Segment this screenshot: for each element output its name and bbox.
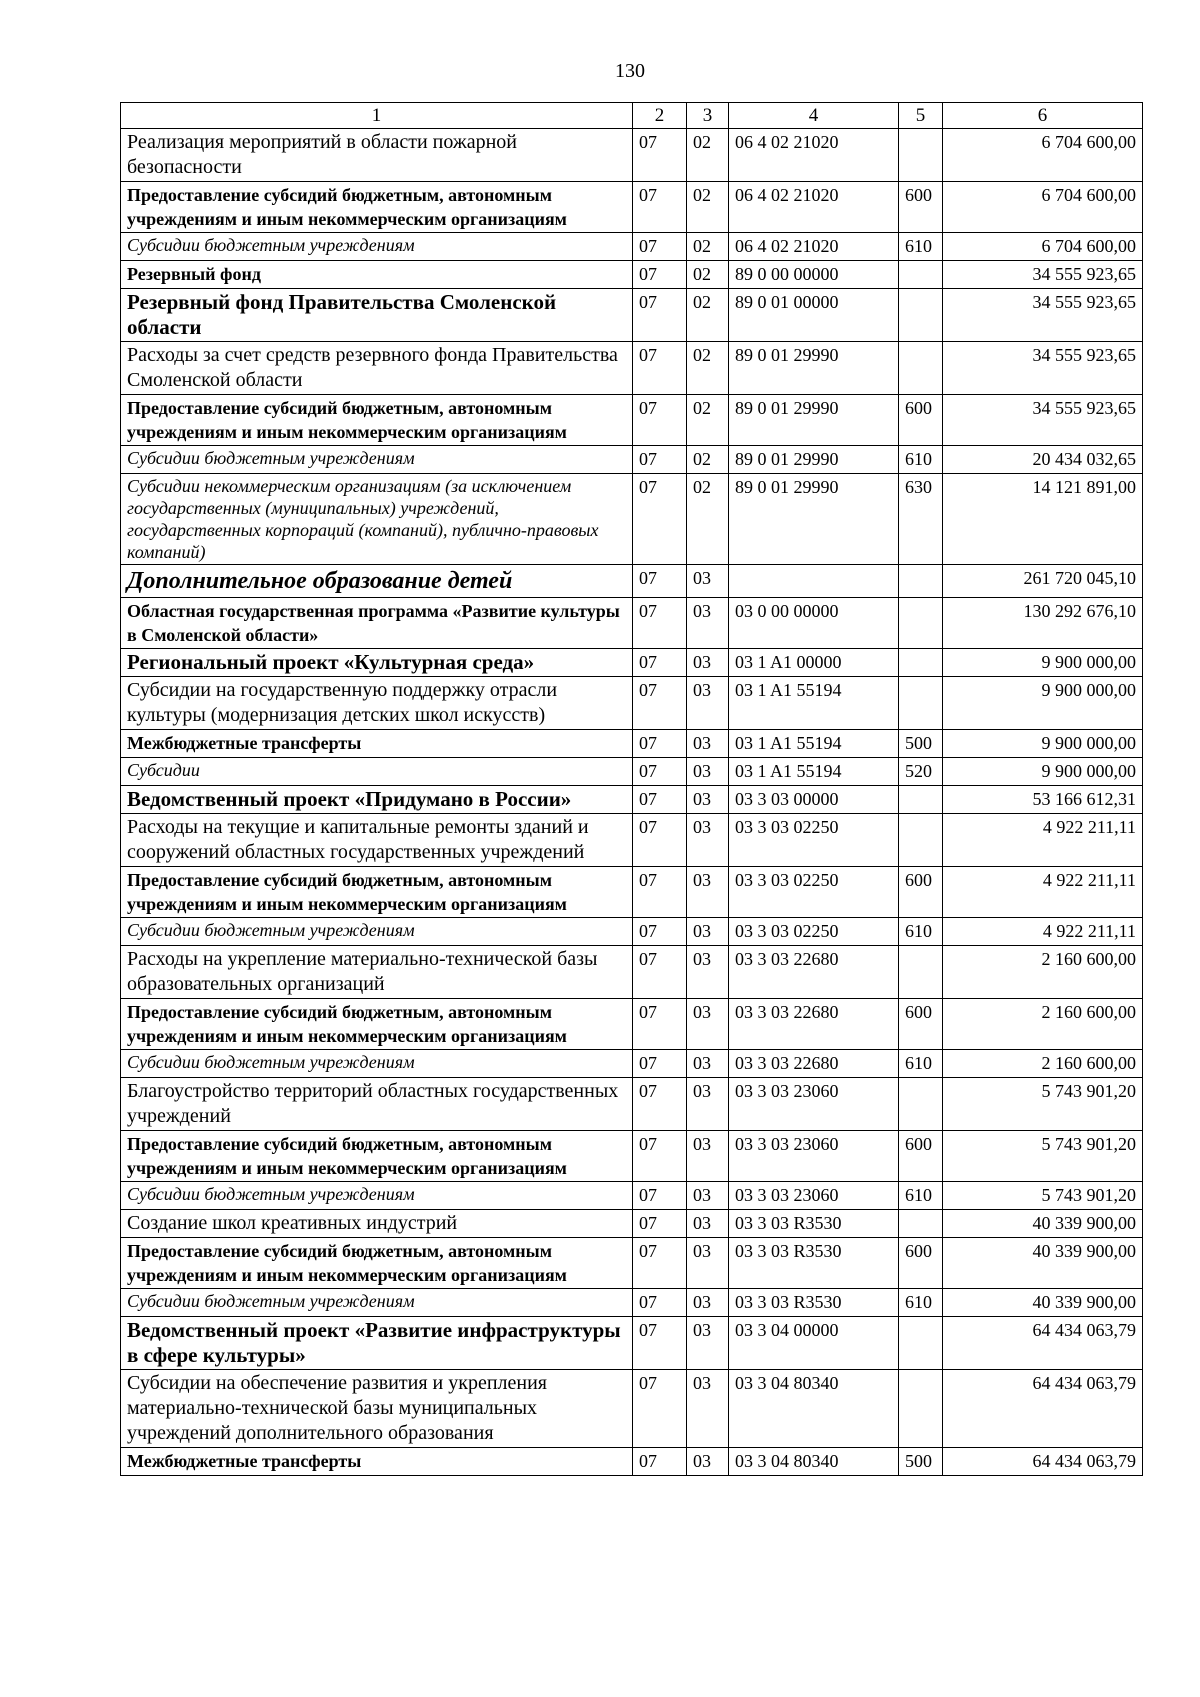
subsection-code: 03 (687, 730, 729, 758)
subsection-code: 03 (687, 598, 729, 649)
row-name: Создание школ креативных индустрий (121, 1210, 633, 1238)
section-code: 07 (633, 946, 687, 999)
target-article-code: 03 3 03 02250 (729, 918, 899, 946)
row-name: Предоставление субсидий бюджетным, автономным учреждениям и иным некоммерческим организациям (121, 999, 633, 1050)
section-code: 07 (633, 565, 687, 598)
table-row (121, 946, 1143, 999)
target-article-code: 03 1 A1 00000 (729, 649, 899, 677)
table-row (121, 261, 1143, 289)
column-header: 6 (943, 103, 1143, 129)
target-article-code: 06 4 02 21020 (729, 182, 899, 233)
column-header: 5 (899, 103, 943, 129)
amount: 6 704 600,00 (943, 233, 1143, 261)
amount: 9 900 000,00 (943, 758, 1143, 786)
target-article-code: 03 3 04 80340 (729, 1448, 899, 1476)
table-row (121, 1182, 1143, 1210)
amount: 261 720 045,10 (943, 565, 1143, 598)
target-article-code: 89 0 01 00000 (729, 289, 899, 342)
expense-type-code (899, 129, 943, 182)
section-code: 07 (633, 1448, 687, 1476)
table-row (121, 474, 1143, 565)
subsection-code: 02 (687, 261, 729, 289)
section-code: 07 (633, 182, 687, 233)
subsection-code: 03 (687, 1370, 729, 1448)
subsection-code: 02 (687, 395, 729, 446)
section-code: 07 (633, 758, 687, 786)
section-code: 07 (633, 999, 687, 1050)
header-row (121, 103, 1143, 129)
expense-type-code (899, 649, 943, 677)
table-row (121, 677, 1143, 730)
table-row (121, 1317, 1143, 1370)
expense-type-code: 600 (899, 1131, 943, 1182)
expense-type-code: 610 (899, 918, 943, 946)
target-article-code: 03 3 03 R3530 (729, 1289, 899, 1317)
row-name: Субсидии бюджетным учреждениям (121, 918, 633, 946)
target-article-code: 06 4 02 21020 (729, 233, 899, 261)
subsection-code: 03 (687, 1448, 729, 1476)
section-code: 07 (633, 395, 687, 446)
target-article-code: 89 0 01 29990 (729, 474, 899, 565)
expense-type-code (899, 261, 943, 289)
target-article-code: 03 3 04 00000 (729, 1317, 899, 1370)
expense-type-code (899, 598, 943, 649)
table-row (121, 1238, 1143, 1289)
section-code: 07 (633, 1238, 687, 1289)
target-article-code: 03 3 03 R3530 (729, 1210, 899, 1238)
expense-type-code: 610 (899, 1182, 943, 1210)
table-body (121, 129, 1143, 1476)
amount: 34 555 923,65 (943, 289, 1143, 342)
expense-type-code: 600 (899, 867, 943, 918)
expense-type-code: 610 (899, 446, 943, 474)
row-name: Предоставление субсидий бюджетным, автономным учреждениям и иным некоммерческим организациям (121, 182, 633, 233)
row-name: Субсидии бюджетным учреждениям (121, 446, 633, 474)
expense-type-code: 600 (899, 999, 943, 1050)
row-name: Субсидии на государственную поддержку отрасли культуры (модернизация детских школ искусств) (121, 677, 633, 730)
target-article-code: 89 0 01 29990 (729, 395, 899, 446)
subsection-code: 02 (687, 474, 729, 565)
subsection-code: 02 (687, 182, 729, 233)
section-code: 07 (633, 1317, 687, 1370)
section-code: 07 (633, 918, 687, 946)
expense-type-code (899, 814, 943, 867)
target-article-code: 03 3 04 80340 (729, 1370, 899, 1448)
section-code: 07 (633, 598, 687, 649)
row-name: Субсидии на обеспечение развития и укрепления материально-технической базы муниципальных учреждений дополнительного образования (121, 1370, 633, 1448)
row-name: Ведомственный проект «Придумано в России» (121, 786, 633, 814)
target-article-code: 03 3 03 23060 (729, 1078, 899, 1131)
expense-type-code (899, 946, 943, 999)
amount: 64 434 063,79 (943, 1317, 1143, 1370)
subsection-code: 03 (687, 649, 729, 677)
amount: 4 922 211,11 (943, 918, 1143, 946)
subsection-code: 03 (687, 1131, 729, 1182)
table-row (121, 233, 1143, 261)
subsection-code: 03 (687, 1078, 729, 1131)
subsection-code: 02 (687, 289, 729, 342)
section-code: 07 (633, 1289, 687, 1317)
subsection-code: 03 (687, 758, 729, 786)
subsection-code: 03 (687, 1317, 729, 1370)
section-code: 07 (633, 129, 687, 182)
row-name: Областная государственная программа «Развитие культуры в Смоленской области» (121, 598, 633, 649)
table-row (121, 129, 1143, 182)
section-code: 07 (633, 261, 687, 289)
subsection-code: 03 (687, 1238, 729, 1289)
table-row (121, 999, 1143, 1050)
table-row (121, 182, 1143, 233)
row-name: Резервный фонд Правительства Смоленской области (121, 289, 633, 342)
table-row (121, 342, 1143, 395)
table-row (121, 758, 1143, 786)
section-code: 07 (633, 1078, 687, 1131)
section-code: 07 (633, 786, 687, 814)
subsection-code: 02 (687, 129, 729, 182)
section-code: 07 (633, 1182, 687, 1210)
row-name: Расходы на текущие и капитальные ремонты зданий и сооружений областных государственных учреждений (121, 814, 633, 867)
subsection-code: 03 (687, 565, 729, 598)
column-header: 2 (633, 103, 687, 129)
row-name: Субсидии (121, 758, 633, 786)
table-row (121, 649, 1143, 677)
section-code: 07 (633, 1131, 687, 1182)
target-article-code: 03 3 03 02250 (729, 814, 899, 867)
subsection-code: 03 (687, 999, 729, 1050)
table-row (121, 1210, 1143, 1238)
table-row (121, 786, 1143, 814)
expense-type-code: 630 (899, 474, 943, 565)
target-article-code: 03 3 03 22680 (729, 999, 899, 1050)
amount: 6 704 600,00 (943, 129, 1143, 182)
row-name: Предоставление субсидий бюджетным, автономным учреждениям и иным некоммерческим организациям (121, 867, 633, 918)
subsection-code: 02 (687, 342, 729, 395)
row-name: Региональный проект «Культурная среда» (121, 649, 633, 677)
table-row (121, 1050, 1143, 1078)
table-row (121, 1289, 1143, 1317)
target-article-code: 89 0 01 29990 (729, 446, 899, 474)
row-name: Расходы на укрепление материально-технической базы образовательных организаций (121, 946, 633, 999)
target-article-code: 03 1 A1 55194 (729, 730, 899, 758)
expense-type-code (899, 1317, 943, 1370)
target-article-code: 03 3 03 R3530 (729, 1238, 899, 1289)
section-code: 07 (633, 289, 687, 342)
column-header: 1 (121, 103, 633, 129)
target-article-code: 03 1 A1 55194 (729, 677, 899, 730)
amount: 34 555 923,65 (943, 342, 1143, 395)
amount: 34 555 923,65 (943, 261, 1143, 289)
target-article-code: 03 3 03 23060 (729, 1182, 899, 1210)
amount: 9 900 000,00 (943, 649, 1143, 677)
budget-table (120, 102, 1143, 1476)
amount: 2 160 600,00 (943, 946, 1143, 999)
amount: 14 121 891,00 (943, 474, 1143, 565)
target-article-code: 89 0 00 00000 (729, 261, 899, 289)
column-header: 3 (687, 103, 729, 129)
expense-type-code (899, 786, 943, 814)
target-article-code: 03 3 03 02250 (729, 867, 899, 918)
table-row (121, 867, 1143, 918)
page-number: 130 (615, 60, 645, 82)
subsection-code: 03 (687, 1210, 729, 1238)
target-article-code: 03 1 A1 55194 (729, 758, 899, 786)
amount: 40 339 900,00 (943, 1238, 1143, 1289)
row-name: Межбюджетные трансферты (121, 1448, 633, 1476)
subsection-code: 03 (687, 677, 729, 730)
amount: 53 166 612,31 (943, 786, 1143, 814)
subsection-code: 03 (687, 946, 729, 999)
subsection-code: 02 (687, 446, 729, 474)
table-row (121, 289, 1143, 342)
section-code: 07 (633, 233, 687, 261)
table-row (121, 1448, 1143, 1476)
section-code: 07 (633, 446, 687, 474)
target-article-code: 03 3 03 00000 (729, 786, 899, 814)
section-code: 07 (633, 1210, 687, 1238)
expense-type-code (899, 289, 943, 342)
target-article-code: 89 0 01 29990 (729, 342, 899, 395)
amount: 4 922 211,11 (943, 814, 1143, 867)
amount: 130 292 676,10 (943, 598, 1143, 649)
amount: 5 743 901,20 (943, 1131, 1143, 1182)
column-header: 4 (729, 103, 899, 129)
section-code: 07 (633, 474, 687, 565)
target-article-code (729, 565, 899, 598)
amount: 64 434 063,79 (943, 1370, 1143, 1448)
table-row (121, 730, 1143, 758)
row-name: Субсидии бюджетным учреждениям (121, 1289, 633, 1317)
amount: 20 434 032,65 (943, 446, 1143, 474)
section-code: 07 (633, 677, 687, 730)
amount: 2 160 600,00 (943, 1050, 1143, 1078)
subsection-code: 03 (687, 786, 729, 814)
target-article-code: 03 0 00 00000 (729, 598, 899, 649)
expense-type-code (899, 1210, 943, 1238)
row-name: Субсидии некоммерческим организациям (за исключением государственных (муниципальных) учреждений, государственных корпораций (компаний), публично-правовых компаний) (121, 474, 633, 565)
amount: 9 900 000,00 (943, 677, 1143, 730)
expense-type-code: 500 (899, 730, 943, 758)
expense-type-code (899, 1370, 943, 1448)
table-row (121, 1131, 1143, 1182)
subsection-code: 03 (687, 814, 729, 867)
row-name: Субсидии бюджетным учреждениям (121, 233, 633, 261)
expense-type-code: 610 (899, 1289, 943, 1317)
amount: 5 743 901,20 (943, 1078, 1143, 1131)
row-name: Ведомственный проект «Развитие инфраструктуры в сфере культуры» (121, 1317, 633, 1370)
expense-type-code: 520 (899, 758, 943, 786)
row-name: Предоставление субсидий бюджетным, автономным учреждениям и иным некоммерческим организациям (121, 1238, 633, 1289)
amount: 64 434 063,79 (943, 1448, 1143, 1476)
expense-type-code: 600 (899, 395, 943, 446)
row-name: Расходы за счет средств резервного фонда Правительства Смоленской области (121, 342, 633, 395)
subsection-code: 03 (687, 867, 729, 918)
target-article-code: 06 4 02 21020 (729, 129, 899, 182)
expense-type-code: 500 (899, 1448, 943, 1476)
table-row (121, 1078, 1143, 1131)
amount: 5 743 901,20 (943, 1182, 1143, 1210)
section-code: 07 (633, 649, 687, 677)
table-row (121, 1370, 1143, 1448)
amount: 6 704 600,00 (943, 182, 1143, 233)
table-row (121, 446, 1143, 474)
section-code: 07 (633, 814, 687, 867)
section-code: 07 (633, 867, 687, 918)
amount: 40 339 900,00 (943, 1289, 1143, 1317)
amount: 9 900 000,00 (943, 730, 1143, 758)
row-name: Субсидии бюджетным учреждениям (121, 1050, 633, 1078)
row-name: Благоустройство территорий областных государственных учреждений (121, 1078, 633, 1131)
expense-type-code: 610 (899, 233, 943, 261)
row-name: Резервный фонд (121, 261, 633, 289)
expense-type-code: 600 (899, 1238, 943, 1289)
amount: 40 339 900,00 (943, 1210, 1143, 1238)
amount: 2 160 600,00 (943, 999, 1143, 1050)
expense-type-code (899, 1078, 943, 1131)
row-name: Межбюджетные трансферты (121, 730, 633, 758)
amount: 34 555 923,65 (943, 395, 1143, 446)
target-article-code: 03 3 03 22680 (729, 946, 899, 999)
row-name: Предоставление субсидий бюджетным, автономным учреждениям и иным некоммерческим организациям (121, 1131, 633, 1182)
row-name: Дополнительное образование детей (121, 565, 633, 598)
expense-type-code (899, 342, 943, 395)
expense-type-code (899, 565, 943, 598)
subsection-code: 03 (687, 1182, 729, 1210)
subsection-code: 03 (687, 1289, 729, 1317)
subsection-code: 03 (687, 918, 729, 946)
row-name: Предоставление субсидий бюджетным, автономным учреждениям и иным некоммерческим организациям (121, 395, 633, 446)
amount: 4 922 211,11 (943, 867, 1143, 918)
table-row (121, 395, 1143, 446)
subsection-code: 03 (687, 1050, 729, 1078)
row-name: Субсидии бюджетным учреждениям (121, 1182, 633, 1210)
table-row (121, 565, 1143, 598)
table-row (121, 814, 1143, 867)
row-name: Реализация мероприятий в области пожарной безопасности (121, 129, 633, 182)
section-code: 07 (633, 1370, 687, 1448)
target-article-code: 03 3 03 22680 (729, 1050, 899, 1078)
section-code: 07 (633, 1050, 687, 1078)
target-article-code: 03 3 03 23060 (729, 1131, 899, 1182)
expense-type-code: 600 (899, 182, 943, 233)
section-code: 07 (633, 730, 687, 758)
table-row (121, 598, 1143, 649)
subsection-code: 02 (687, 233, 729, 261)
table-row (121, 918, 1143, 946)
expense-type-code (899, 677, 943, 730)
expense-type-code: 610 (899, 1050, 943, 1078)
section-code: 07 (633, 342, 687, 395)
